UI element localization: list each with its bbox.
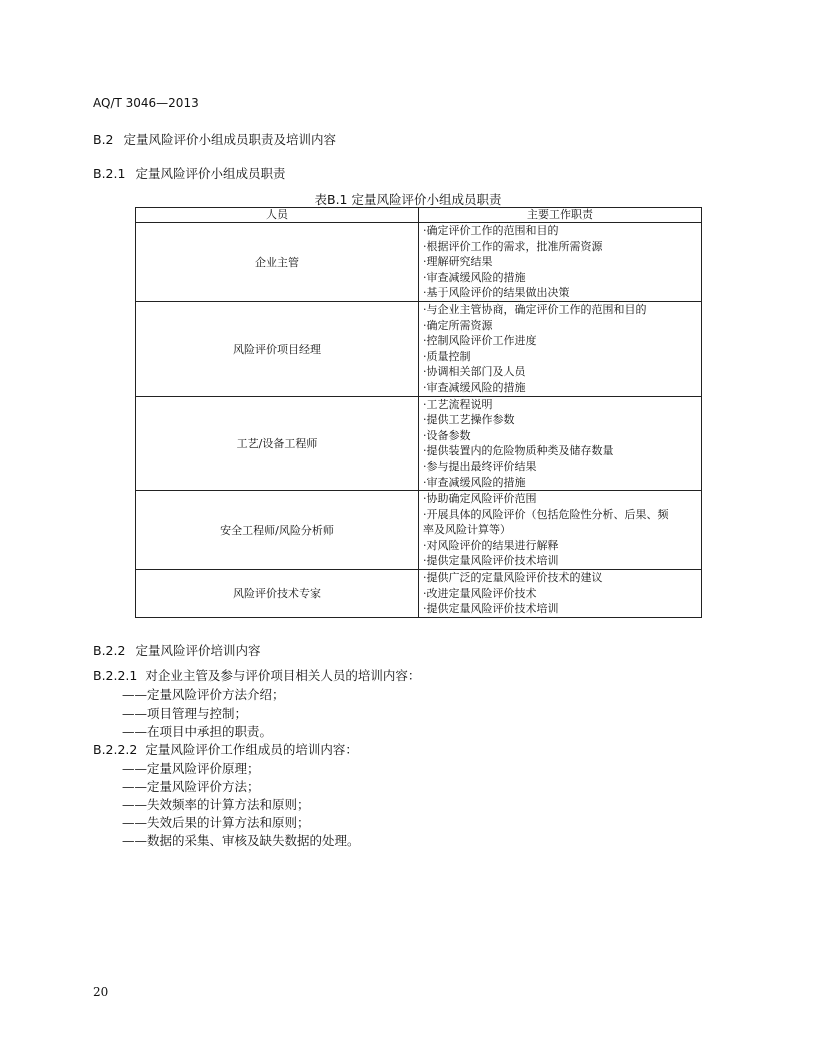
person-cell: 企业主管 xyxy=(136,223,419,302)
subsection-text: 定量风险评价工作组成员的培训内容： xyxy=(145,742,358,757)
page-number: 20 xyxy=(93,985,109,999)
list-item: ——在项目中承担的职责。 xyxy=(122,724,273,739)
duty-item: ·提供定量风险评价技术培训 xyxy=(423,554,559,568)
list-item: ——定量风险评价方法； xyxy=(122,779,260,794)
person-cell: 工艺/设备工程师 xyxy=(136,396,419,491)
section-b2-heading xyxy=(93,130,336,148)
list-item: ——失效后果的计算方法和原则； xyxy=(122,815,310,830)
person-cell: 风险评价项目经理 xyxy=(136,301,419,396)
person-cell: 风险评价技术专家 xyxy=(136,570,419,618)
duties-table xyxy=(135,207,702,618)
duty-item: ·理解研究结果 xyxy=(423,255,493,269)
list-item: ——失效频率的计算方法和原则； xyxy=(122,797,310,812)
table-header-row xyxy=(136,208,702,223)
subsection-number: B.2.2.2 xyxy=(93,742,138,757)
duty-item: 率及风险计算等） xyxy=(423,523,511,537)
duty-item: ·开展具体的风险评价（包括危险性分析、后果、频 xyxy=(423,507,669,521)
duty-item: ·设备参数 xyxy=(423,428,471,442)
duty-item: ·对风险评价的结果进行解释 xyxy=(423,538,559,552)
duty-item: ·质量控制 xyxy=(423,349,471,363)
subsection-b222 xyxy=(93,740,358,759)
person-cell: 安全工程师/风险分析师 xyxy=(136,491,419,570)
duty-item: ·协助确定风险评价范围 xyxy=(423,492,537,506)
document-id: AQ/T 3046—2013 xyxy=(93,96,199,110)
duty-item: ·与企业主管协商，确定评价工作的范围和目的 xyxy=(423,302,647,316)
duty-item: ·审查减缓风险的措施 xyxy=(423,270,526,284)
section-title: 定量风险评价小组成员职责及培训内容 xyxy=(123,132,337,147)
list-item: ——项目管理与控制； xyxy=(122,706,248,721)
column-header-duties: 主要工作职责 xyxy=(419,208,702,223)
section-title: 定量风险评价培训内容 xyxy=(135,643,261,658)
duties-cell xyxy=(419,223,702,302)
table-row xyxy=(136,223,702,302)
subsection-b221 xyxy=(93,666,420,685)
duties-cell xyxy=(419,301,702,396)
duties-cell xyxy=(419,491,702,570)
duties-cell xyxy=(419,570,702,618)
table-row xyxy=(136,570,702,618)
duty-item: ·工艺流程说明 xyxy=(423,397,493,411)
duty-item: ·基于风险评价的结果做出决策 xyxy=(423,286,570,300)
duty-item: ·协调相关部门及人员 xyxy=(423,365,526,379)
duty-item: ·审查减缓风险的措施 xyxy=(423,380,526,394)
list-item: ——数据的采集、审核及缺失数据的处理。 xyxy=(122,833,360,848)
table-row xyxy=(136,396,702,491)
list-item: ——定量风险评价原理； xyxy=(122,761,260,776)
duty-item: ·提供工艺操作参数 xyxy=(423,413,515,427)
section-title: 定量风险评价小组成员职责 xyxy=(135,166,286,181)
duties-cell xyxy=(419,396,702,491)
duty-item: ·审查减缓风险的措施 xyxy=(423,475,526,489)
section-b22-heading xyxy=(93,641,260,659)
duty-item: ·提供装置内的危险物质种类及储存数量 xyxy=(423,444,614,458)
duty-item: ·提供广泛的定量风险评价技术的建议 xyxy=(423,571,603,585)
duty-item: ·确定评价工作的范围和目的 xyxy=(423,224,559,237)
section-number: B.2.2 xyxy=(93,643,126,658)
table-row xyxy=(136,491,702,570)
duty-item: ·确定所需资源 xyxy=(423,318,493,332)
duty-item: ·改进定量风险评价技术 xyxy=(423,586,537,600)
column-header-person: 人员 xyxy=(136,208,419,223)
subsection-text: 对企业主管及参与评价项目相关人员的培训内容： xyxy=(145,668,421,683)
list-item: ——定量风险评价方法介绍； xyxy=(122,687,285,702)
subsection-number: B.2.2.1 xyxy=(93,668,138,683)
duty-item: ·根据评价工作的需求，批准所需资源 xyxy=(423,239,603,253)
duty-item: ·控制风险评价工作进度 xyxy=(423,334,537,348)
table-row xyxy=(136,301,702,396)
table-caption: 表B.1 定量风险评价小组成员职责 xyxy=(314,192,502,207)
duty-item: ·参与提出最终评价结果 xyxy=(423,459,537,473)
section-number: B.2.1 xyxy=(93,166,126,181)
section-number: B.2 xyxy=(93,132,114,147)
duty-item: ·提供定量风险评价技术培训 xyxy=(423,602,559,616)
section-b21-heading xyxy=(93,164,285,182)
